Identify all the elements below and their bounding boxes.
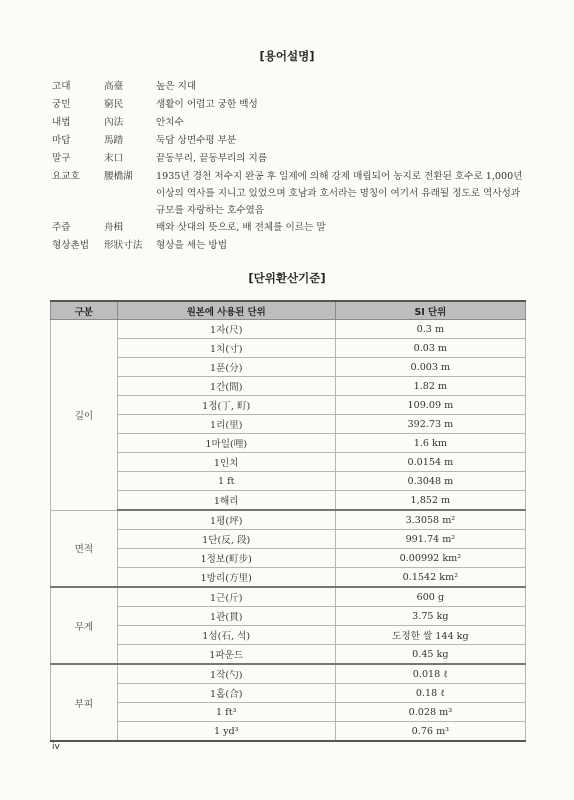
- term-hanja: 舟楫: [104, 222, 124, 233]
- si-unit: 0.3048 m: [335, 472, 525, 491]
- original-unit: 1섬(石, 석): [117, 626, 335, 645]
- term-korean: 말구: [52, 153, 71, 164]
- table-row: [51, 568, 526, 588]
- page-number: iv: [52, 742, 60, 752]
- si-unit: 0.0154 m: [335, 453, 525, 472]
- term-definition: 둑담 상면수평 부분: [156, 135, 237, 146]
- si-unit: 0.03 m: [335, 339, 525, 358]
- si-unit: 0.18 ℓ: [335, 684, 525, 703]
- term-korean: 마답: [52, 135, 71, 146]
- term-hanja: 馬踏: [104, 135, 124, 146]
- original-unit: 1 yd³: [117, 722, 335, 742]
- si-unit: 0.1542 km²: [335, 568, 525, 588]
- si-unit: 0.76 m³: [335, 722, 525, 742]
- table-header-row: [51, 301, 526, 320]
- term-korean: 요교호: [52, 171, 80, 182]
- si-unit: 600 g: [335, 587, 525, 607]
- original-unit: 1자(尺): [117, 320, 335, 339]
- original-unit: 1푼(分): [117, 358, 335, 377]
- term-hanja: 高臺: [104, 81, 124, 92]
- si-unit: 0.003 m: [335, 358, 525, 377]
- table-row: [51, 453, 526, 472]
- term-definition: 형상을 세는 방법: [156, 240, 227, 251]
- glossary-item: [52, 78, 532, 96]
- term-definition: 안치수: [156, 117, 184, 128]
- category-length: 길이: [51, 320, 118, 511]
- category-area: 면적: [51, 510, 118, 587]
- table-row: [51, 434, 526, 453]
- si-unit: 0.45 kg: [335, 645, 525, 665]
- glossary-item: [52, 237, 532, 255]
- original-unit: 1마일(哩): [117, 434, 335, 453]
- original-unit: 1 ft³: [117, 703, 335, 722]
- term-definition: 1935년 경천 저수지 완공 후 일제에 의해 강제 매립되어 농지로 전환된 호수로 1,000년 이상의 역사를 지니고 있었으며 호남과 호서라는 명칭이 여기서 유래될 정도로 역사성과 규모를 자랑하는 호수였음: [156, 171, 523, 216]
- term-korean: 궁민: [52, 99, 71, 110]
- si-unit: 1.82 m: [335, 377, 525, 396]
- si-unit: 991.74 m²: [335, 530, 525, 549]
- table-row: [51, 415, 526, 434]
- si-unit: 109.09 m: [335, 396, 525, 415]
- term-korean: 주즙: [52, 222, 71, 233]
- original-unit: 1방리(方里): [117, 568, 335, 588]
- header-si-unit: SI 단위: [335, 301, 525, 320]
- glossary-item: [52, 114, 532, 132]
- table-row: [51, 587, 526, 607]
- glossary-title: [용어설명]: [259, 49, 315, 63]
- original-unit: 1작(勺): [117, 664, 335, 684]
- table-row: [51, 645, 526, 665]
- original-unit: 1단(反, 段): [117, 530, 335, 549]
- term-korean: 고대: [52, 81, 71, 92]
- original-unit: 1간(間): [117, 377, 335, 396]
- table-row: [51, 626, 526, 645]
- original-unit: 1파운드: [117, 645, 335, 665]
- glossary-list: [52, 78, 532, 255]
- header-original-unit: 원본에 사용된 단위: [117, 301, 335, 320]
- table-row: [51, 549, 526, 568]
- glossary-item: [52, 168, 532, 219]
- si-unit: 0.00992 km²: [335, 549, 525, 568]
- original-unit: 1리(里): [117, 415, 335, 434]
- si-unit: 392.73 m: [335, 415, 525, 434]
- original-unit: 1치(寸): [117, 339, 335, 358]
- table-row: [51, 664, 526, 684]
- si-unit: 도정한 쌀 144 kg: [335, 626, 525, 645]
- original-unit: 1평(坪): [117, 510, 335, 530]
- glossary-item: [52, 219, 532, 237]
- table-row: [51, 358, 526, 377]
- category-volume: 부피: [51, 664, 118, 741]
- term-hanja: 腰橋湖: [104, 171, 133, 182]
- term-hanja: 末口: [104, 153, 124, 164]
- table-row: [51, 510, 526, 530]
- table-row: [51, 491, 526, 511]
- term-korean: 형상촌법: [52, 240, 90, 251]
- term-definition: 높은 지대: [156, 81, 197, 92]
- original-unit: 1정보(町步): [117, 549, 335, 568]
- si-unit: 0.3 m: [335, 320, 525, 339]
- table-row: [51, 339, 526, 358]
- term-hanja: 窮民: [104, 99, 124, 110]
- si-unit: 1.6 km: [335, 434, 525, 453]
- table-row: [51, 377, 526, 396]
- term-hanja: 形狀寸法: [104, 240, 143, 251]
- original-unit: 1정(丁, 町): [117, 396, 335, 415]
- term-definition: 배와 삿대의 뜻으로, 배 전체를 이르는 말: [156, 222, 326, 233]
- category-weight: 무게: [51, 587, 118, 664]
- si-unit: 3.3058 m²: [335, 510, 525, 530]
- table-row: [51, 703, 526, 722]
- glossary-item: [52, 96, 532, 114]
- table-row: [51, 396, 526, 415]
- original-unit: 1해리: [117, 491, 335, 511]
- table-row: [51, 320, 526, 339]
- table-row: [51, 684, 526, 703]
- term-definition: 생활이 어렵고 궁한 백성: [156, 99, 258, 110]
- table-row: [51, 472, 526, 491]
- term-korean: 내법: [52, 117, 71, 128]
- si-unit: 0.018 ℓ: [335, 664, 525, 684]
- original-unit: 1 ft: [117, 472, 335, 491]
- table-row: [51, 722, 526, 742]
- original-unit: 1근(斤): [117, 587, 335, 607]
- original-unit: 1인치: [117, 453, 335, 472]
- si-unit: 0.028 m³: [335, 703, 525, 722]
- units-title: [단위환산기준]: [248, 271, 326, 285]
- term-hanja: 內法: [104, 117, 124, 128]
- si-unit: 1,852 m: [335, 491, 525, 511]
- term-definition: 끝동부리, 끝동부리의 지름: [156, 153, 268, 164]
- table-row: [51, 530, 526, 549]
- original-unit: 1홉(合): [117, 684, 335, 703]
- glossary-item: [52, 150, 532, 168]
- original-unit: 1관(貫): [117, 607, 335, 626]
- header-category: 구분: [51, 301, 118, 320]
- table-row: [51, 607, 526, 626]
- si-unit: 3.75 kg: [335, 607, 525, 626]
- glossary-item: [52, 132, 532, 150]
- unit-conversion-table: [50, 300, 526, 742]
